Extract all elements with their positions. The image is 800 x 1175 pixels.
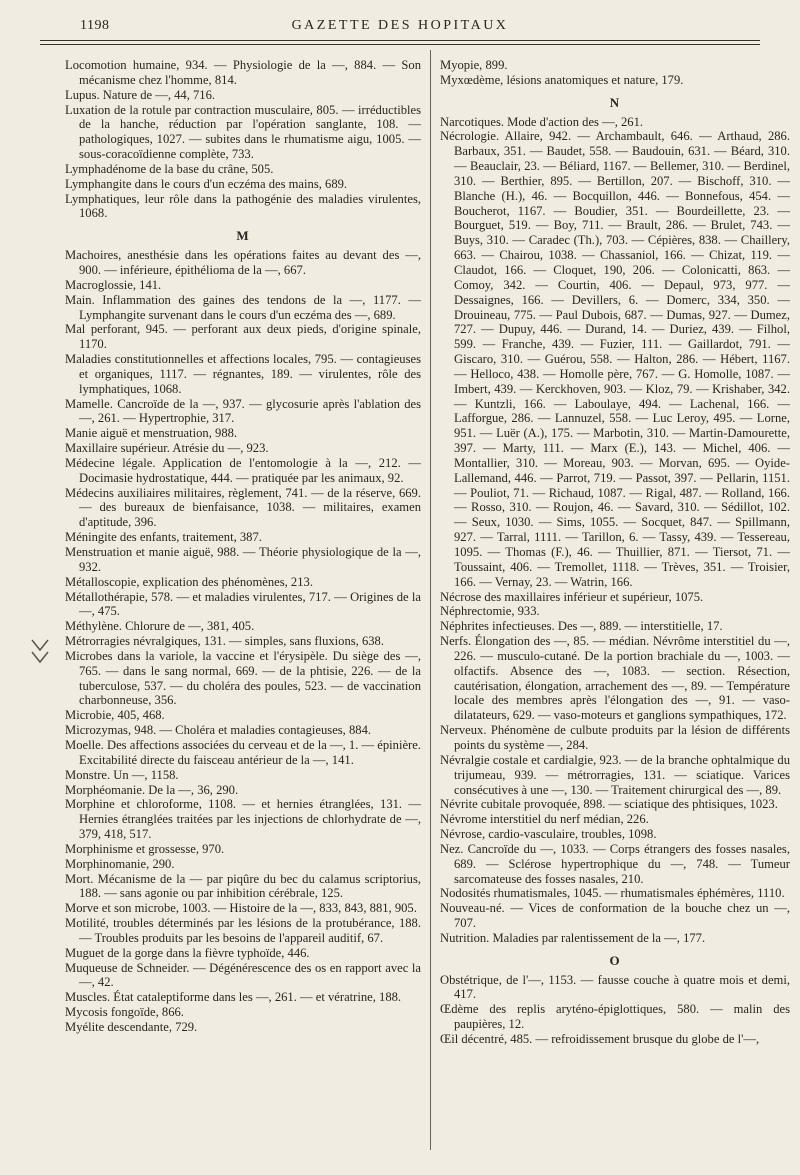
index-entry: Médecine légale. Application de l'entomologie à la —, 212. — Docimasie hydrostatique, 444. — pratiquée par les animaux, 92. xyxy=(65,455,421,485)
index-entry: Névrose, cardio-vasculaire, troubles, 1098. xyxy=(440,827,657,842)
index-entry: Muqueuse de Schneider. — Dégénérescence des os en rapport avec la —, 42. xyxy=(65,960,421,990)
journal-title: GAZETTE DES HOPITAUX xyxy=(291,18,509,33)
pencil-mark-icon xyxy=(28,632,52,668)
index-entry: Myopie, 899. xyxy=(440,58,508,72)
index-entry: Morphéomanie. De la —, 36, 290. xyxy=(65,782,239,797)
index-entry: Nécrologie. Allaire, 942. — Archambault, 646. — Arthaud, 286. Barbaux, 351. — Baudet, 558. — Baudouin, 631. — Béard, 310. — Beauclair, 23. — Béliard, 1167. — Bellemer, 310. — Berdinel, 310. — Berthier, 895. — Bertillon, 207. — Bischoff, 310. — Blanche (H.), 46. — Bocquillon, 446. — Bonnefous, 454. — Boucherot, 1167. — Boudier, 351. — Bourdeillette, 23. — Bourguet, 519. — Boy, 711. — Brault, 286. — Brulet, 743. — Buys, 310. — Caradec (Th.), 703. — Cépières, 838. — Chaillery, 663. — Chairou, 1038. — Chassaniol, 166. — Chizat, 119. — Claudot, 166. — Cloquet, 190, 206. — Colonicatti, 863. — Comoy, 342. — Courtin, 406. — Depaul, 973, 977. — Dessaignes, 166. — Devillers, 6. — Domerc, 334, 350. — Drouineau, 775. — Paul Dubois, 687. — Dumas, 927. — Dumez, 727. — Dupuy, 446. — Durand, 14. — Duriez, 439. — Filhol, 599. — Franche, 439. — Fuzier, 111. — Gaillardot, 791. — Giscaro, 310. — Guérou, 558. — Halton, 286. — Hébert, 1167. — Helloco, 438. — Homolle père, 767. — G. Homolle, 1087. — Imbert, 439. — Kerckhoven, 903. — Kloz, 79. — Krishaber, 342. — Kuntzli, 166. — Laboulaye, 494. — Lachenal, 166. — Lafforgue, 286. — Lannuzel, 558. — Luc Leroy, 495. — Lorne, 951. — Luër (A.), 175. — Marbotin, 310. — Martin-Damourette, 397. — Marty, 111. — Marx (E.), 143. — Michel, 406. — Montallier, 310. — Moreau, 903. — Morvan, 695. — Oyide-Lallemand, 446. — Parrot, 719. — Passot, 397. — Pellarin, 1151. — Pouliot, 71. — Richaud, 1087. — Rigal, 487. — Rolland, 166. — Rosso, 310. — Roujon, 46. — Savard, 310. — Sédillot, 102. — Seux, 1030. — Sims, 1055. — Socquet, 847. — Spillmann, 927. — Tarral, 1111. — Tarillon, 6. — Tassy, 439. — Tessereau, 1095. — Thomas (F.), 46. — Thuillier, 871. — Tiersot, 71. — Toussaint, 406. — Tremollet, 1118. — Trèves, 351. — Troisier, 166. — Vernay, 23. — Watrin, 166. xyxy=(440,129,790,589)
index-entry: Médecins auxiliaires militaires, règlement, 741. — de la réserve, 669. — des bureaux de bienfaisance, 1038. — militaires, examen d'aptitude, 396. xyxy=(65,485,421,530)
index-entry: Œil décentré, 485. — refroidissement brusque du globe de l'—, xyxy=(440,1032,760,1046)
index-entry: Myélite descendante, 729. xyxy=(65,1020,198,1034)
index-entry: Muguet de la gorge dans la fièvre typhoïde, 446. xyxy=(65,945,310,960)
left-column xyxy=(65,58,421,1035)
index-entry: Métallothérapie, 578. — et maladies virulentes, 717. — Origines de la —, 475. xyxy=(65,589,421,619)
index-entry: Microbes dans la variole, la vaccine et l'érysipèle. Du siège des —, 765. — dans le sang normal, 669. — de la phtisie, 226. — de la tuberculose, 537. — du choléra des poules, 523. — de vaccination charbonneuse, 356. xyxy=(65,648,421,708)
section-letter: M xyxy=(236,228,250,244)
index-entry: Mycosis fongoïde, 866. xyxy=(65,1005,184,1020)
index-entry: Néphrectomie, 933. xyxy=(440,604,540,619)
index-entry: Morphinisme et grossesse, 970. xyxy=(65,841,225,856)
index-entry: Locomotion humaine, 934. — Physiologie de la —, 884. — Son mécanisme chez l'homme, 814. xyxy=(65,58,421,87)
column-divider xyxy=(430,50,431,1150)
index-entry: Main. Inflammation des gaines des tendons de la —, 1177. — Lymphangite survenant dans le cours d'un eczéma des —, 689. xyxy=(65,292,421,322)
index-entry: Névrome interstitiel du nerf médian, 226. xyxy=(440,812,649,827)
index-entry: Myxœdème, lésions anatomiques et nature, 179. xyxy=(440,72,684,87)
index-entry: Morve et son microbe, 1003. — Histoire de la —, 833, 843, 881, 905. xyxy=(65,901,417,916)
index-entry: Mort. Mécanisme de la — par piqûre du bec du calamus scriptorius, 188. — sans agonie ou par inhibition cérébrale, 125. xyxy=(65,871,421,901)
index-entry: Lymphangite dans le cours d'un eczéma des mains, 689. xyxy=(65,176,348,191)
index-entry: Maladies constitutionnelles et affections locales, 795. — contagieuses et organiques, 1117. — régnantes, 189. — virulentes, rôle des lymphatiques, 1068. xyxy=(65,352,421,396)
index-entry: Macroglossie, 141. xyxy=(65,277,162,292)
section-letter: O xyxy=(609,952,621,968)
index-entry: Manie aiguë et menstruation, 988. xyxy=(65,426,238,441)
index-entry: Néphrites infectieuses. Des —, 889. — interstitielle, 17. xyxy=(440,619,723,634)
index-entry: Nouveau-né. — Vices de conformation de la bouche chez un —, 707. xyxy=(440,901,790,931)
index-entry: Mamelle. Cancroïde de la —, 937. — glycosurie après l'ablation des —, 261. — Hypertrophie, 317. xyxy=(65,396,421,426)
index-entry: Lymphatiques, leur rôle dans la pathogénie des maladies virulentes, 1068. xyxy=(65,191,421,221)
page-number: 1198 xyxy=(80,18,110,33)
index-entry: Métalloscopie, explication des phénomènes, 213. xyxy=(65,574,313,589)
index-entry: Nutrition. Maladies par ralentissement de la —, 177. xyxy=(440,930,706,945)
right-column xyxy=(440,58,790,1047)
index-entry: Névrite cubitale provoquée, 898. — sciatique des phtisiques, 1023. xyxy=(440,797,778,812)
index-entry: Mal perforant, 945. — perforant aux deux pieds, d'origine spinale, 1170. xyxy=(65,322,421,352)
index-entry: Moelle. Des affections associées du cerveau et de la —, 1. — épinière. Excitabilité directe du faisceau antérieur de la —, 141. xyxy=(65,737,421,767)
index-entry: Lupus. Nature de —, 44, 716. xyxy=(65,87,216,102)
page-header xyxy=(40,18,760,40)
index-entry: Monstre. Un —, 1158. xyxy=(65,767,179,782)
index-entry: Œdème des replis aryténo-épiglottiques, 580. — malin des paupières, 12. xyxy=(440,1002,790,1032)
index-entry: Menstruation et manie aiguë, 988. — Théorie physiologique de la —, 932. xyxy=(65,545,421,574)
index-entry: Muscles. État cataleptiforme dans les —, 261. — et vératrine, 188. xyxy=(65,990,402,1005)
section-letter: N xyxy=(609,94,621,110)
index-entry: Microzymas, 948. — Choléra et maladies contagieuses, 884. xyxy=(65,723,372,738)
index-entry: Nerfs. Élongation des —, 85. — médian. Névrôme interstitiel du —, 226. — musculo-cutané. De la portion brachiale du —, 1003. — olfactifs. Absence des —, 1083. — section. Résection, cautérisation, élongation, arrachement des —, 89. — Température locale des membres après l'élongation des —, 91. — vaso-dilatateurs, 629. — vaso-moteurs et ganglions sympathiques, 172. xyxy=(440,634,790,723)
index-entry: Nez. Cancroïde du —, 1033. — Corps étrangers des fosses nasales, 689. — Sclérose hypertrophique du —, 748. — Tumeur sarcomateuse des fosses nasales, 210. xyxy=(440,841,790,886)
header-rule xyxy=(40,40,760,41)
index-entry: Lymphadénome de la base du crâne, 505. xyxy=(65,161,274,176)
index-entry: Luxation de la rotule par contraction musculaire, 805. — irréductibles de la hanche, réduction par l'opération sanglante, 108. — pathologiques, 1027. — subites dans le rhumatisme aigu, 1005. — sous-coracoïdienne complète, 733. xyxy=(65,102,421,162)
index-entry: Nodosités rhumatismales, 1045. — rhumatismales éphémères, 1110. xyxy=(440,886,785,901)
index-entry: Obstétrique, de l'—, 1153. — fausse couche à quatre mois et demi, 417. xyxy=(440,972,790,1002)
index-entry: Machoires, anesthésie dans les opérations faites au devant des —, 900. — inférieure, épithélioma de la —, 667. xyxy=(65,248,421,277)
index-entry: Microbie, 405, 468. xyxy=(65,708,165,723)
index-entry: Morphinomanie, 290. xyxy=(65,856,175,871)
index-entry: Métrorragies névralgiques, 131. — simples, sans fluxions, 638. xyxy=(65,634,384,649)
index-entry: Motilité, troubles déterminés par les lésions de la protubérance, 188. — Troubles produits par les besoins de l'appareil auditif, 67. xyxy=(65,916,421,945)
index-entry: Nécrose des maxillaires inférieur et supérieur, 1075. xyxy=(440,589,704,604)
header-rule-thin xyxy=(40,44,760,45)
index-entry: Méthylène. Chlorure de —, 381, 405. xyxy=(65,619,255,634)
index-entry: Méningite des enfants, traitement, 387. xyxy=(65,530,262,545)
index-entry: Névralgie costale et cardialgie, 923. — de la branche ophtalmique du trijumeau, 939. — métrorragies, 131. — sciatique. Varices consécutives à une —, 130. — Traitement chirurgical des —, 89. xyxy=(440,752,790,797)
index-entry: Maxillaire supérieur. Atrésie du —, 923. xyxy=(65,441,269,456)
index-entry: Narcotiques. Mode d'action des —, 261. xyxy=(440,114,644,129)
index-entry: Nerveux. Phénomène de culbute produits par la lésion de différents points du système —, 284. xyxy=(440,723,790,752)
index-entry: Morphine et chloroforme, 1108. — et hernies étranglées, 131. — Hernies étranglées traitées par les injections de chlorhydrate de —, 379, 418, 517. xyxy=(65,797,421,842)
